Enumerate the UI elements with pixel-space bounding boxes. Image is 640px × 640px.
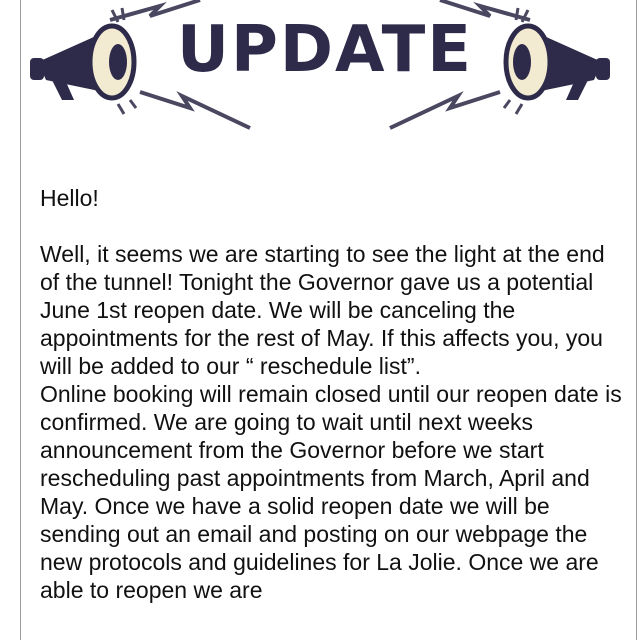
greeting-text: Hello! [40, 185, 99, 211]
message-paragraph: Well, it seems we are starting to see the light at the end of the tunnel! Tonight the Governor gave us a potential June 1st reopen date. We will be canceling the appointments for the rest of May. If this affects you, you will be added to our “ reschedule list”. Online booking will remain closed until our reopen date is confirmed. We are going to wait until next weeks announcement from the Governor before we start rescheduling past appointments from March, April and May. Once we have a solid reopen date we will be sending out an email and posting on our webpage the new protocols and guidelines for La Jolie. Once we are able to reopen we are [40, 241, 622, 603]
lightning-bolt-icon [140, 92, 250, 128]
message-body [40, 184, 630, 604]
update-banner [0, 0, 640, 140]
megaphone-icon [30, 8, 136, 114]
banner-title: UPDATE [177, 13, 473, 87]
megaphone-icon [504, 8, 610, 114]
lightning-bolt-icon [390, 92, 500, 128]
